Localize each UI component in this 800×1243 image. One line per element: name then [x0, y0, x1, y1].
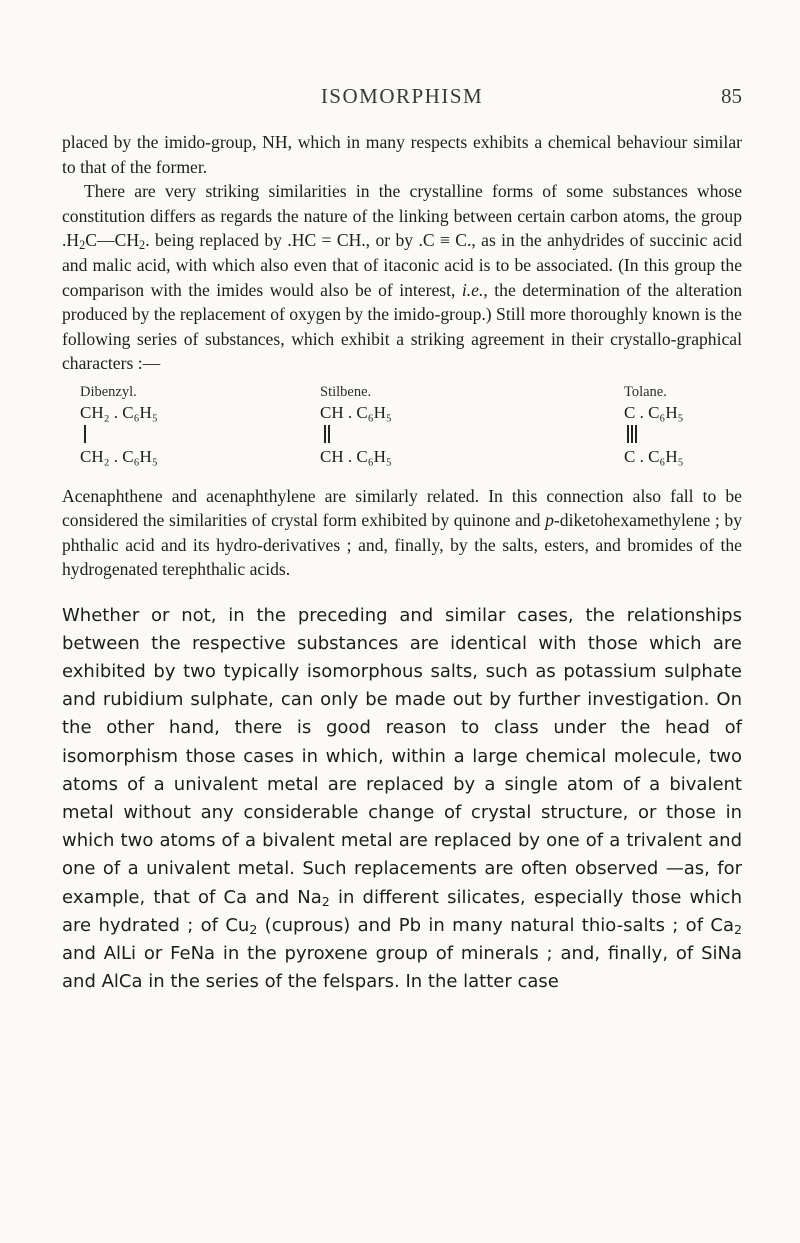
formula-top-group: C . C₆H₅	[624, 402, 684, 422]
formula-top-group: CH₂ . C₆H₅	[80, 402, 158, 422]
body-text-middle	[62, 484, 742, 582]
single-bond	[80, 423, 270, 445]
double-bond	[320, 423, 510, 445]
formula-tolane	[624, 384, 742, 467]
body-text-lower	[62, 602, 742, 997]
triple-bond	[624, 423, 742, 445]
paragraph-4: Whether or not, in the preceding and similar cases, the relationships between the respective substances are identical with those which are exhibited by two typically isomorphous salts, such as potassium sulphate and rubidium sulphate, can only be made out by further investigation. On the other hand, there is good reason to class under the head of isomorphism those cases in which, within a large chemical molecule, two atoms of a univalent metal are replaced by a single atom of a bivalent metal without any considerable change of crystal structure, or those in which two atoms of a bivalent metal are replaced by one of a trivalent and one of a univalent metal. Such replacements are often observed —as, for example, that of Ca and $Na_2$ in different silicates, especially those which are hydrated ; of $Cu_2$ (cuprous) and Pb in many natural thio-salts ; of $Ca_2$ and AlLi or FeNa in the pyroxene group of minerals ; and, finally, of SiNa and AlCa in the series of the felspars. In the latter case	[62, 604, 742, 993]
running-title: ISOMORPHISM	[320, 84, 484, 108]
paragraph-2: There are very striking similarities in the crystalline forms of some substances whose constitution differs as regards the nature of the linking between certain carbon atoms, the group $.H_2C—CH_2$. being replaced by .HC = CH., or by .C ≡ C., as in the anhydrides of succinic acid and malic acid, with which also even that of itaconic acid is to be associated. (In this group the comparison with the imides would also be of interest, i.e., the determination of the alteration produced by the replacement of oxygen by the imido-group.) Still more thoroughly known is the following series of substances, which exhibit a striking agreement in their crystallo-graphical characters :—	[62, 181, 742, 374]
formula-bottom-group: CH . C₆H₅	[320, 446, 392, 466]
formula-name: Dibenzyl.	[80, 383, 137, 400]
paragraph-3: Acenaphthene and acenaphthylene are similarly related. In this connection also fall to be considered the similarities of crystal form exhibited by quinone and p-diketohexamethylene ; by phthalic acid and its hydro-derivatives ; and, finally, by the salts, esters, and bromides of the hydrogenated terephthalic acids.	[62, 485, 742, 580]
formula-bottom-group: CH₂ . C₆H₅	[80, 446, 158, 466]
formula-name: Stilbene.	[320, 383, 372, 400]
body-text-upper	[62, 130, 742, 376]
book-page	[62, 0, 742, 996]
formula-dibenzyl	[80, 384, 270, 467]
running-head	[62, 0, 742, 130]
formula-stilbene	[320, 384, 510, 467]
paragraph-1: placed by the imido-group, NH, which in many respects exhibits a chemical behaviour similar to that of the former.	[62, 132, 742, 177]
formula-name: Tolane.	[624, 383, 667, 400]
formula-top-group: CH . C₆H₅	[320, 402, 392, 422]
formula-bottom-group: C . C₆H₅	[624, 446, 684, 466]
structural-formula-table	[62, 384, 742, 484]
page-number: 85	[721, 84, 742, 108]
